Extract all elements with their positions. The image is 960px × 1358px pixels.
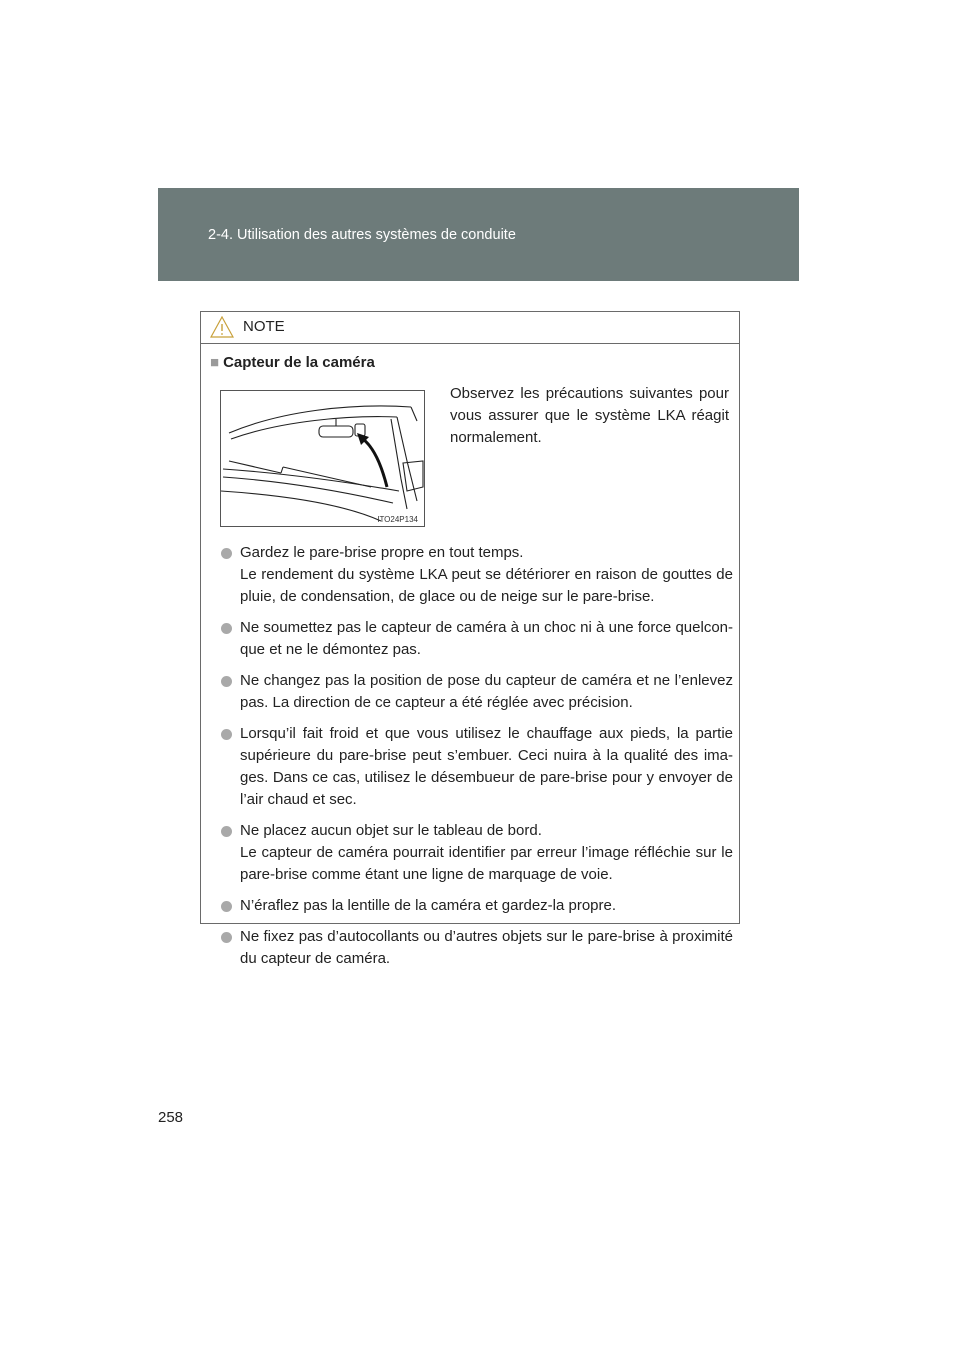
bullet-text: Lorsqu’il fait froid et que vous utilisez le chauffage aux pieds, la partie supérieure du pare-brise peut s’embuer. Ceci nuira à la qualité des ima-ges. Dans ce cas, utilisez le désembueur de pare-brise pour y envoyer de l’air chaud et sec. bbox=[240, 725, 733, 808]
bullet-text: Ne fixez pas d’autocollants ou d’autres objets sur le pare-brise à proximité du capteur de caméra. bbox=[240, 928, 733, 967]
note-box bbox=[200, 311, 740, 967]
windshield-camera-illustration bbox=[220, 390, 425, 527]
list-item bbox=[221, 820, 733, 886]
car-windshield-drawing bbox=[221, 391, 424, 526]
list-item bbox=[221, 617, 733, 661]
page-number: 258 bbox=[158, 1109, 184, 1126]
bullet-text: Ne placez aucun objet sur le tableau de bord. bbox=[240, 822, 542, 839]
bullet-dot-icon bbox=[221, 729, 232, 740]
bullet-dot-icon bbox=[221, 826, 232, 837]
list-item bbox=[221, 542, 733, 608]
intro-paragraph: Observez les précautions suivantes pour vous assurer que le système LKA réagit normalement. bbox=[450, 385, 729, 446]
list-item bbox=[221, 723, 733, 811]
note-header bbox=[201, 312, 739, 344]
square-bullet-icon: ■ bbox=[210, 354, 220, 371]
warning-triangle-icon bbox=[210, 316, 234, 338]
list-item bbox=[221, 670, 733, 714]
bullet-dot-icon bbox=[221, 932, 232, 943]
precautions-list bbox=[221, 542, 733, 979]
note-title: NOTE bbox=[243, 318, 285, 335]
bullet-text: Le capteur de caméra pourrait identifier par erreur l’image réfléchie sur le pare-brise comme étant une ligne de marquage de voie. bbox=[240, 844, 733, 883]
section-title: 2-4. Utilisation des autres systèmes de conduite bbox=[208, 227, 516, 243]
bullet-text: Ne soumettez pas le capteur de caméra à un choc ni à une force quelcon-que et ne le démontez pas. bbox=[240, 619, 733, 658]
subsection-title-text: Capteur de la caméra bbox=[223, 354, 375, 371]
subsection-title bbox=[210, 354, 375, 371]
list-item bbox=[221, 926, 733, 970]
bullet-dot-icon bbox=[221, 623, 232, 634]
illustration-code: ITO24P134 bbox=[377, 515, 418, 524]
bullet-dot-icon bbox=[221, 548, 232, 559]
bullet-text: Gardez le pare-brise propre en tout temps. bbox=[240, 544, 524, 561]
bullet-text: Le rendement du système LKA peut se détériorer en raison de gouttes de pluie, de condensation, de glace ou de neige sur le pare-brise. bbox=[240, 566, 733, 605]
bullet-dot-icon bbox=[221, 676, 232, 687]
bullet-dot-icon bbox=[221, 901, 232, 912]
list-item bbox=[221, 895, 733, 917]
section-header-band bbox=[158, 188, 799, 281]
bullet-text: Ne changez pas la position de pose du capteur de caméra et ne l’enlevez pas. La direction de ce capteur a été réglée avec précision. bbox=[240, 672, 733, 711]
bullet-text: N’éraflez pas la lentille de la caméra et gardez-la propre. bbox=[240, 897, 617, 914]
